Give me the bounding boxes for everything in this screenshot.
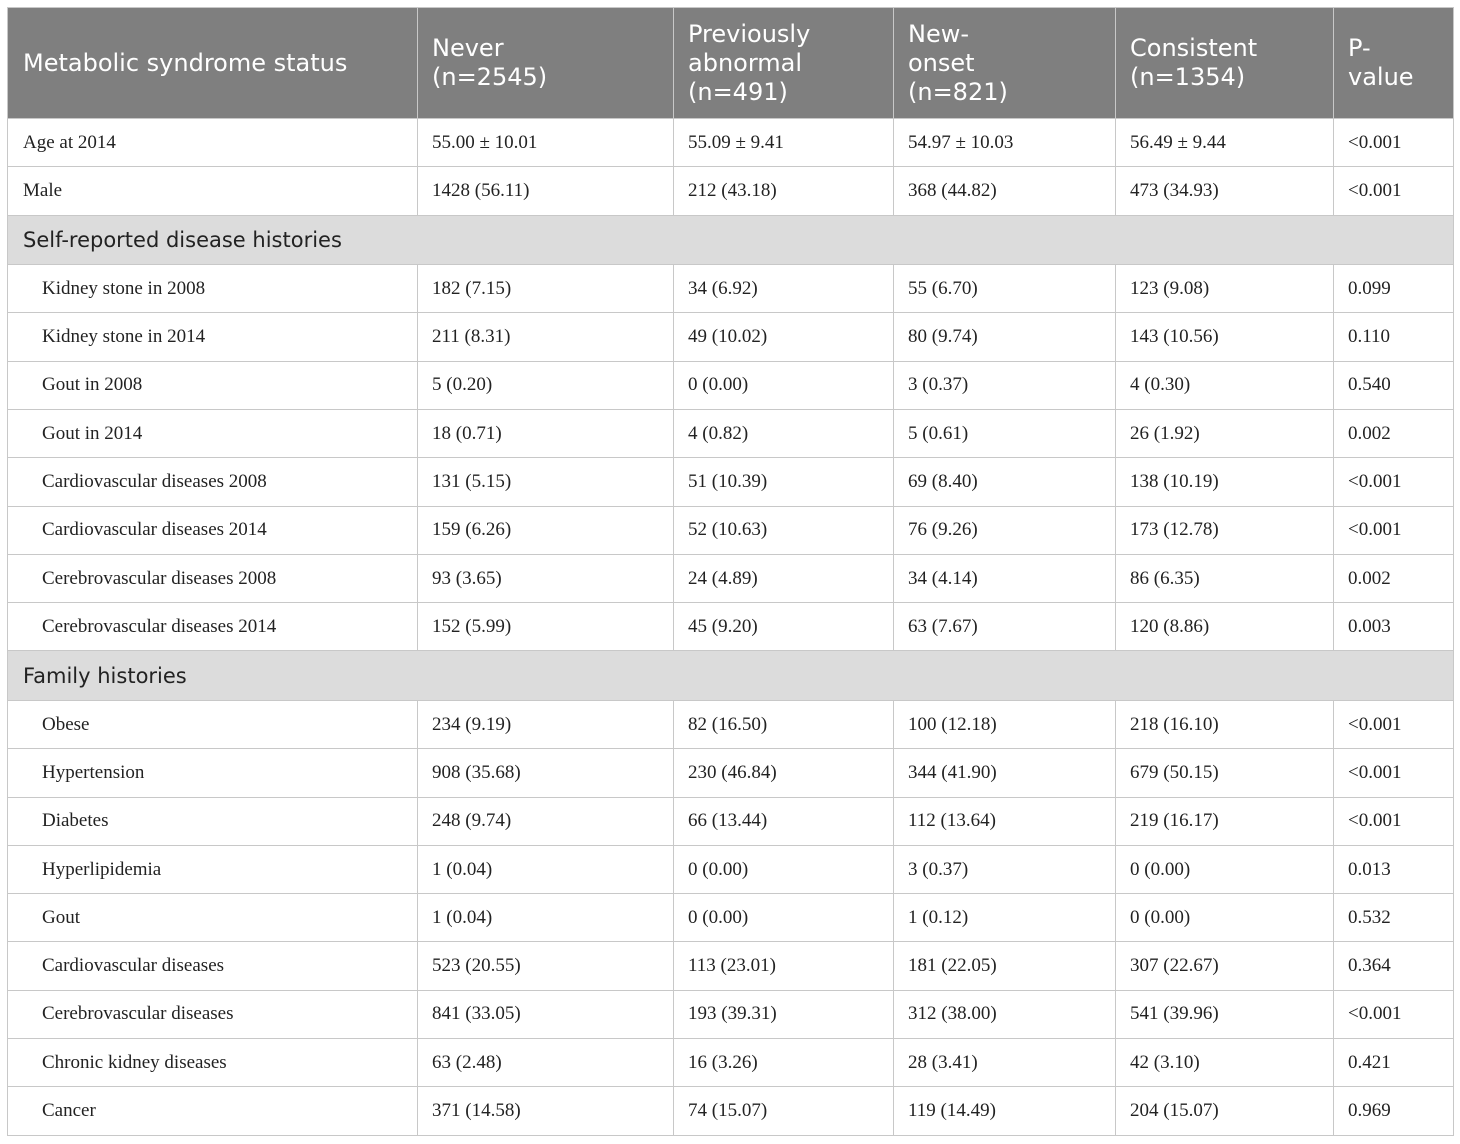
cell-p-value: <0.001 xyxy=(1334,749,1454,797)
cell-consistent: 56.49 ± 9.44 xyxy=(1116,119,1334,167)
cell-previously-abnormal: 0 (0.00) xyxy=(674,894,894,942)
cell-label: Hyperlipidemia xyxy=(8,845,418,893)
cell-label: Chronic kidney diseases xyxy=(8,1039,418,1087)
cell-p-value: 0.364 xyxy=(1334,942,1454,990)
header-p-value: P- value xyxy=(1334,8,1454,119)
cell-p-value: 0.002 xyxy=(1334,409,1454,457)
cell-previously-abnormal: 230 (46.84) xyxy=(674,749,894,797)
cell-consistent: 4 (0.30) xyxy=(1116,361,1334,409)
section-header-row xyxy=(8,651,1454,701)
cell-never: 234 (9.19) xyxy=(418,700,674,748)
table-row xyxy=(8,700,1454,748)
cell-new-onset: 80 (9.74) xyxy=(894,313,1116,361)
cell-never: 371 (14.58) xyxy=(418,1087,674,1135)
cell-previously-abnormal: 66 (13.44) xyxy=(674,797,894,845)
cell-p-value: 0.532 xyxy=(1334,894,1454,942)
table-row xyxy=(8,313,1454,361)
table-row xyxy=(8,894,1454,942)
cell-previously-abnormal: 16 (3.26) xyxy=(674,1039,894,1087)
table-row xyxy=(8,942,1454,990)
cell-label: Gout in 2008 xyxy=(8,361,418,409)
cell-p-value: 0.002 xyxy=(1334,554,1454,602)
cell-previously-abnormal: 24 (4.89) xyxy=(674,554,894,602)
cell-previously-abnormal: 49 (10.02) xyxy=(674,313,894,361)
cell-consistent: 219 (16.17) xyxy=(1116,797,1334,845)
cell-p-value: 0.110 xyxy=(1334,313,1454,361)
cell-p-value: 0.003 xyxy=(1334,603,1454,651)
cell-never: 131 (5.15) xyxy=(418,458,674,506)
cell-consistent: 679 (50.15) xyxy=(1116,749,1334,797)
cell-label: Kidney stone in 2008 xyxy=(8,265,418,313)
cell-new-onset: 34 (4.14) xyxy=(894,554,1116,602)
table-row xyxy=(8,506,1454,554)
table-row xyxy=(8,458,1454,506)
cell-never: 841 (33.05) xyxy=(418,990,674,1038)
cell-consistent: 541 (39.96) xyxy=(1116,990,1334,1038)
cell-p-value: 0.969 xyxy=(1334,1087,1454,1135)
cell-p-value: <0.001 xyxy=(1334,700,1454,748)
cell-never: 1 (0.04) xyxy=(418,894,674,942)
table-row xyxy=(8,845,1454,893)
cell-new-onset: 112 (13.64) xyxy=(894,797,1116,845)
cell-p-value: <0.001 xyxy=(1334,167,1454,215)
table-header xyxy=(8,8,1454,119)
section-label: Self-reported disease histories xyxy=(8,215,1454,265)
cell-previously-abnormal: 4 (0.82) xyxy=(674,409,894,457)
header-consistent: Consistent (n=1354) xyxy=(1116,8,1334,119)
table-row xyxy=(8,1087,1454,1135)
cell-label: Cerebrovascular diseases 2008 xyxy=(8,554,418,602)
cell-previously-abnormal: 74 (15.07) xyxy=(674,1087,894,1135)
cell-label: Male xyxy=(8,167,418,215)
cell-new-onset: 3 (0.37) xyxy=(894,845,1116,893)
table-row xyxy=(8,1039,1454,1087)
cell-previously-abnormal: 34 (6.92) xyxy=(674,265,894,313)
cell-previously-abnormal: 51 (10.39) xyxy=(674,458,894,506)
cell-never: 1 (0.04) xyxy=(418,845,674,893)
cell-never: 55.00 ± 10.01 xyxy=(418,119,674,167)
cell-new-onset: 3 (0.37) xyxy=(894,361,1116,409)
cell-new-onset: 76 (9.26) xyxy=(894,506,1116,554)
cell-previously-abnormal: 52 (10.63) xyxy=(674,506,894,554)
cell-previously-abnormal: 113 (23.01) xyxy=(674,942,894,990)
cell-new-onset: 368 (44.82) xyxy=(894,167,1116,215)
cell-p-value: 0.421 xyxy=(1334,1039,1454,1087)
cell-new-onset: 54.97 ± 10.03 xyxy=(894,119,1116,167)
cell-label: Obese xyxy=(8,700,418,748)
cell-previously-abnormal: 55.09 ± 9.41 xyxy=(674,119,894,167)
cell-consistent: 307 (22.67) xyxy=(1116,942,1334,990)
cell-label: Kidney stone in 2014 xyxy=(8,313,418,361)
cell-new-onset: 55 (6.70) xyxy=(894,265,1116,313)
cell-label: Cardiovascular diseases xyxy=(8,942,418,990)
cell-previously-abnormal: 193 (39.31) xyxy=(674,990,894,1038)
cell-consistent: 123 (9.08) xyxy=(1116,265,1334,313)
cell-consistent: 218 (16.10) xyxy=(1116,700,1334,748)
table-row xyxy=(8,603,1454,651)
table-row xyxy=(8,990,1454,1038)
cell-never: 908 (35.68) xyxy=(418,749,674,797)
cell-never: 182 (7.15) xyxy=(418,265,674,313)
cell-never: 93 (3.65) xyxy=(418,554,674,602)
cell-never: 159 (6.26) xyxy=(418,506,674,554)
cell-p-value: 0.099 xyxy=(1334,265,1454,313)
cell-p-value: <0.001 xyxy=(1334,458,1454,506)
cell-consistent: 173 (12.78) xyxy=(1116,506,1334,554)
cell-label: Cancer xyxy=(8,1087,418,1135)
header-metabolic-syndrome-status: Metabolic syndrome status xyxy=(8,8,418,119)
cell-never: 211 (8.31) xyxy=(418,313,674,361)
cell-never: 523 (20.55) xyxy=(418,942,674,990)
cell-new-onset: 344 (41.90) xyxy=(894,749,1116,797)
cell-label: Gout in 2014 xyxy=(8,409,418,457)
cell-consistent: 86 (6.35) xyxy=(1116,554,1334,602)
cell-new-onset: 1 (0.12) xyxy=(894,894,1116,942)
cell-p-value: <0.001 xyxy=(1334,506,1454,554)
cell-p-value: 0.540 xyxy=(1334,361,1454,409)
cell-label: Hypertension xyxy=(8,749,418,797)
table-row xyxy=(8,119,1454,167)
cell-consistent: 26 (1.92) xyxy=(1116,409,1334,457)
header-previously-abnormal: Previously abnormal (n=491) xyxy=(674,8,894,119)
cell-p-value: <0.001 xyxy=(1334,119,1454,167)
cell-consistent: 204 (15.07) xyxy=(1116,1087,1334,1135)
cell-new-onset: 69 (8.40) xyxy=(894,458,1116,506)
cell-previously-abnormal: 45 (9.20) xyxy=(674,603,894,651)
section-label: Family histories xyxy=(8,651,1454,701)
cell-label: Cardiovascular diseases 2014 xyxy=(8,506,418,554)
cell-consistent: 473 (34.93) xyxy=(1116,167,1334,215)
cell-previously-abnormal: 82 (16.50) xyxy=(674,700,894,748)
cell-new-onset: 100 (12.18) xyxy=(894,700,1116,748)
header-new-onset: New- onset (n=821) xyxy=(894,8,1116,119)
table-row xyxy=(8,361,1454,409)
cell-consistent: 42 (3.10) xyxy=(1116,1039,1334,1087)
table-body xyxy=(8,119,1454,1136)
cell-new-onset: 181 (22.05) xyxy=(894,942,1116,990)
cell-p-value: <0.001 xyxy=(1334,990,1454,1038)
cell-p-value: 0.013 xyxy=(1334,845,1454,893)
table-row xyxy=(8,554,1454,602)
table-row xyxy=(8,167,1454,215)
data-table xyxy=(7,7,1454,1136)
cell-consistent: 143 (10.56) xyxy=(1116,313,1334,361)
cell-consistent: 0 (0.00) xyxy=(1116,894,1334,942)
cell-never: 18 (0.71) xyxy=(418,409,674,457)
cell-label: Cardiovascular diseases 2008 xyxy=(8,458,418,506)
section-header-row xyxy=(8,215,1454,265)
cell-label: Age at 2014 xyxy=(8,119,418,167)
cell-previously-abnormal: 0 (0.00) xyxy=(674,361,894,409)
cell-consistent: 138 (10.19) xyxy=(1116,458,1334,506)
cell-label: Gout xyxy=(8,894,418,942)
cell-never: 5 (0.20) xyxy=(418,361,674,409)
table-row xyxy=(8,797,1454,845)
cell-label: Cerebrovascular diseases xyxy=(8,990,418,1038)
header-row xyxy=(8,8,1454,119)
cell-previously-abnormal: 212 (43.18) xyxy=(674,167,894,215)
cell-new-onset: 119 (14.49) xyxy=(894,1087,1116,1135)
cell-new-onset: 28 (3.41) xyxy=(894,1039,1116,1087)
cell-p-value: <0.001 xyxy=(1334,797,1454,845)
cell-never: 152 (5.99) xyxy=(418,603,674,651)
table-row xyxy=(8,749,1454,797)
table-row xyxy=(8,409,1454,457)
cell-label: Cerebrovascular diseases 2014 xyxy=(8,603,418,651)
cell-never: 1428 (56.11) xyxy=(418,167,674,215)
cell-label: Diabetes xyxy=(8,797,418,845)
header-never: Never (n=2545) xyxy=(418,8,674,119)
table-row xyxy=(8,265,1454,313)
cell-consistent: 120 (8.86) xyxy=(1116,603,1334,651)
cell-consistent: 0 (0.00) xyxy=(1116,845,1334,893)
cell-new-onset: 5 (0.61) xyxy=(894,409,1116,457)
cell-new-onset: 312 (38.00) xyxy=(894,990,1116,1038)
cell-previously-abnormal: 0 (0.00) xyxy=(674,845,894,893)
cell-never: 63 (2.48) xyxy=(418,1039,674,1087)
cell-never: 248 (9.74) xyxy=(418,797,674,845)
cell-new-onset: 63 (7.67) xyxy=(894,603,1116,651)
